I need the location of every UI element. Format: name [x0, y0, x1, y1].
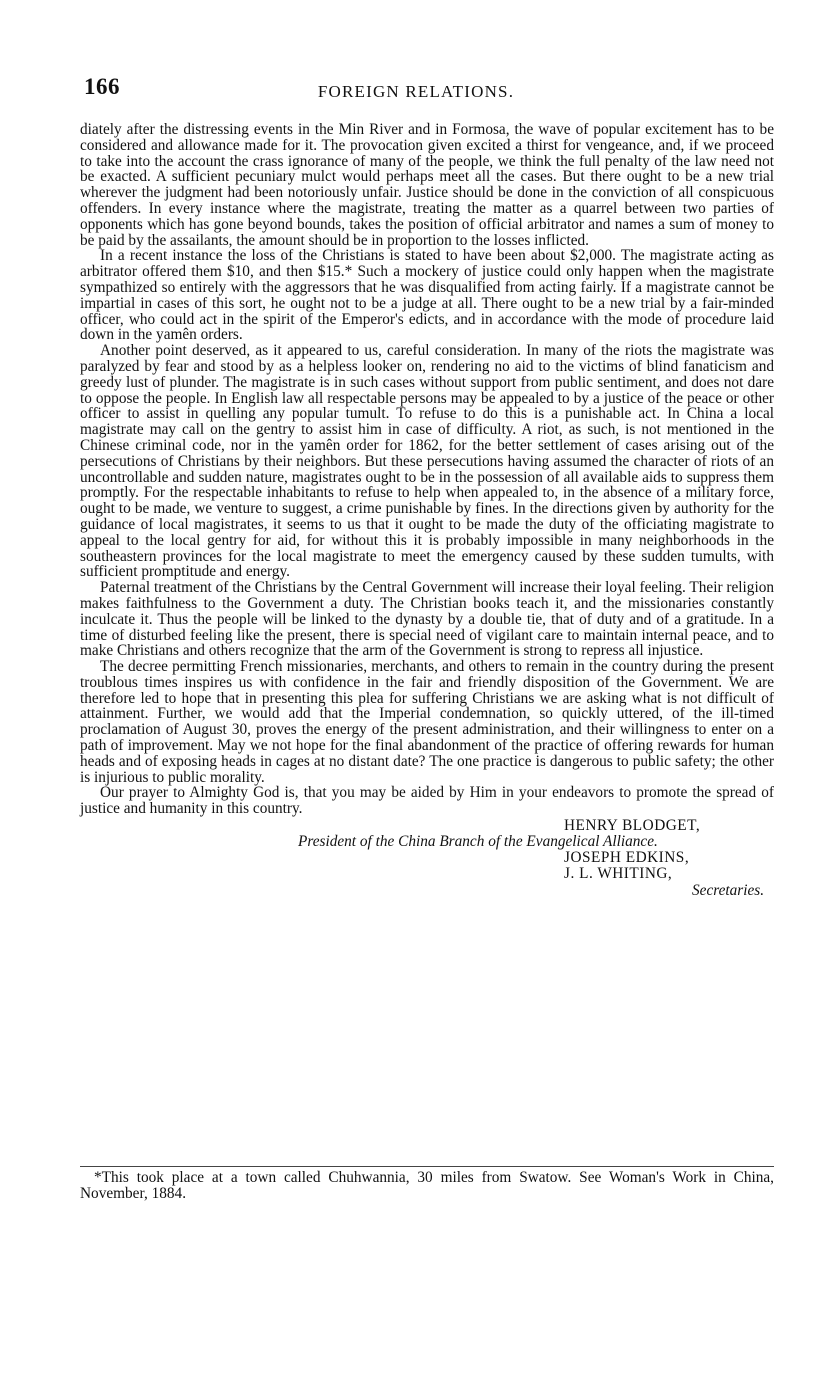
- paragraph-1: diately after the distressing events in the Min River and in Formosa, the wave of popular excitement has to be considered and allowance made for it. The provocation given excited a thirst for vengeance, and, if we proceed to take into the account the crass ignorance of many of the people, we think the full penalty of the law need not be exacted. A sufficient pecuniary mulct would perhaps meet all the cases. But there ought to be a new trial wherever the judgment had been notoriously unfair. Justice should be done in the conviction of all conspicuous offenders. In every instance where the magistrate, treating the matter as a quarrel between two parties of opponents which has gone beyond bounds, takes the position of official arbitrator and names a sum of money to be paid by the assailants, the amount should be in proportion to the losses inflicted.: [80, 121, 774, 249]
- footnote-rule: [80, 1166, 774, 1167]
- signature-block: [80, 817, 774, 905]
- signatory-name-whiting: J. L. WHITING,: [564, 865, 673, 883]
- signatory-name-edkins: JOSEPH EDKINS,: [564, 849, 690, 867]
- paragraph-3: Another point deserved, as it appeared to us, careful consideration. In many of the riots the magistrate was paralyzed by fear and stood by as a helpless looker on, rendering no aid to the victims of blind fanaticism and greedy lust of plunder. The magistrate is in such cases without support from public sentiment, and does not dare to oppose the people. In English law all respectable persons may be appealed to by a justice of the peace or other officer to assist in quelling any popular tumult. To refuse to do this is a punishable act. In China a local magistrate may call on the gentry to assist him in case of difficulty. A riot, as such, is not mentioned in the Chinese criminal code, nor in the yamên order for 1862, for the better settlement of cases arising out of the persecutions of Christians by their neighbors. But these persecutions having assumed the character of riots of an uncontrollable and sudden nature, magistrates ought to be in the possession of all available aids to suppress them promptly. For the respectable inhabitants to refuse to help when appealed to, in the absence of a military force, ought to be made, we venture to suggest, a crime punishable by fines. In the directions given by authority for the guidance of local magistrates, it seems to us that it ought to be made the duty of the officiating magistrate to appeal to the local gentry for aid, for without this it is probably impossible in many neighborhoods in the southeastern provinces for the local magistrate to meet the emergency caused by these sudden tumults, with sufficient promptitude and energy.: [80, 342, 774, 581]
- signatory-name-blodget: HENRY BLODGET,: [564, 817, 701, 835]
- paragraph-2: In a recent instance the loss of the Christians is stated to have been about $2,000. The magistrate acting as arbitrator offered them $10, and then $15.* Such a mockery of justice could only happen when the magistrate sympathized so entirely with the aggressors that he was disqualified from acting fairly. If a magistrate cannot be impartial in cases of this sort, he ought not to be a judge at all. There ought to be a new trial by a fair-minded officer, who could act in the spirit of the Emperor's edicts, and in accordance with the mode of procedure laid down in the yamên orders.: [80, 247, 774, 344]
- page-number: 166: [84, 74, 120, 99]
- signatory-title-secretaries: Secretaries.: [692, 882, 765, 900]
- signatory-title-president: President of the China Branch of the Evangelical Alliance.: [298, 833, 658, 851]
- footnote: *This took place at a town called Chuhwannia, 30 miles from Swatow. See Woman's Work in China, November, 1884.: [80, 1169, 774, 1202]
- paragraph-4: Paternal treatment of the Christians by the Central Government will increase their loyal feeling. Their religion makes faithfulness to the Government a duty. The Christian books teach it, and the missionaries constantly inculcate it. Thus the people will be linked to the dynasty by a double tie, that of duty and of a gratitude. In a time of disturbed feeling like the present, there is special need of vigilant care to maintain internal peace, and to make Christians and others recognize that the arm of the Government is strong to repress all injustice.: [80, 579, 774, 660]
- body-text: [80, 122, 774, 905]
- running-title: FOREIGN RELATIONS.: [317, 82, 515, 101]
- paragraph-5: The decree permitting French missionaries, merchants, and others to remain in the country during the present troublous times inspires us with confidence in the fair and friendly disposition of the Government. We are therefore led to hope that in presenting this plea for suffering Christians we are asking what is not difficult of attainment. Further, we would add that the Imperial condemnation, so quickly uttered, of the ill-timed proclamation of August 30, proves the energy of the present administration, and their willingness to enter on a path of improvement. May we not hope for the final abandonment of the practice of offering rewards for human heads and of exposing heads in cages at no distant date? The one practice is dangerous to public safety; the other is injurious to public morality.: [80, 658, 774, 786]
- paragraph-6: Our prayer to Almighty God is, that you may be aided by Him in your endeavors to promote the spread of justice and humanity in this country.: [80, 784, 774, 818]
